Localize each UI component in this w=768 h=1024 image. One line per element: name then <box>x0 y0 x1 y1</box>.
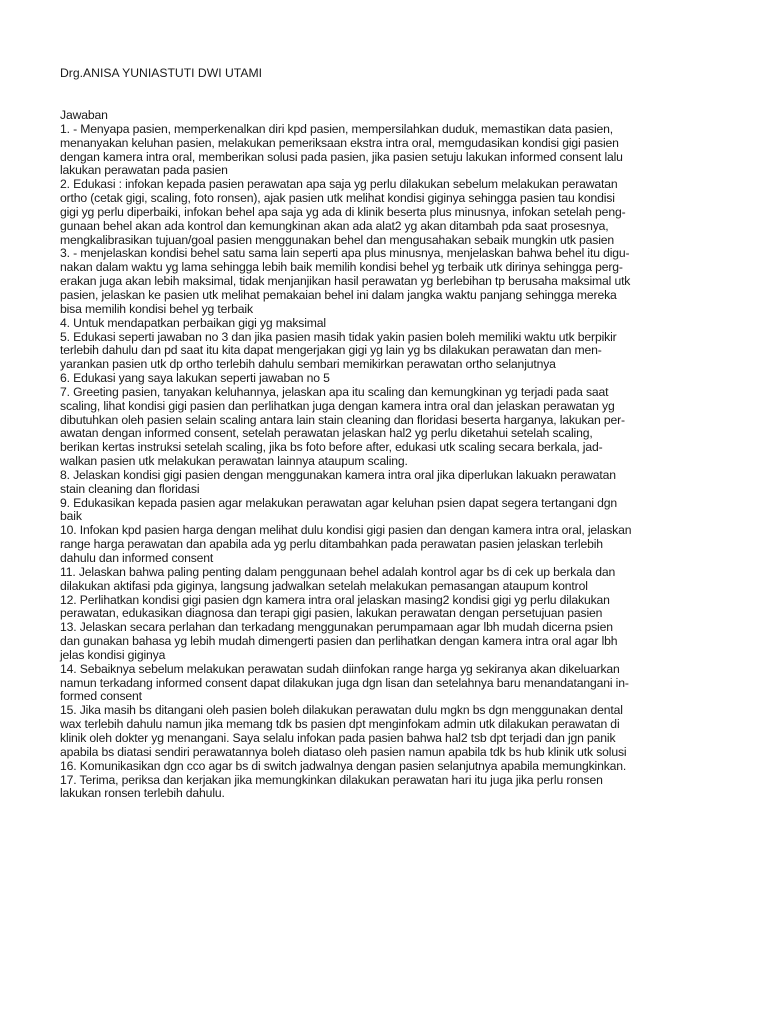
answer-line: lakukan perawatan pada pasien <box>60 163 228 178</box>
answer-line: lakukan ronsen terlebih dahulu. <box>60 786 225 801</box>
answer-line: mengkalibrasikan tujuan/goal pasien menggunakan behel dan mengusahakan sebaik mungkin utk pasien <box>60 232 615 247</box>
answer-line: 3. - menjelaskan kondisi behel satu sama lain seperti apa plus minusnya, menjelaskan bahwa behel itu digu- <box>60 246 630 261</box>
answer-line: berikan kertas instruksi setelah scaling, jika bs foto before after, edukasi utk scaling secara berkala, jad- <box>60 440 603 455</box>
answer-line: dahulu dan informed consent <box>60 551 214 565</box>
answer-line: erakan juga akan lebih maksimal, tidak menjanjikan hasil perawatan yg berlebihan tp berusaha maksimal utk <box>60 274 631 289</box>
answer-line: 4. Untuk mendapatkan perbaikan gigi yg maksimal <box>60 315 326 330</box>
answer-line: 8. Jelaskan kondisi gigi pasien dengan menggunakan kamera intra oral jika diperlukan lakuakn perawatan <box>60 467 616 482</box>
answer-body <box>60 109 710 801</box>
answer-line: gunaan behel akan ada kontrol dan kemungkinan akan ada alat2 yg akan ditambah pda saat prosesnya, <box>60 218 609 233</box>
answer-line: 7. Greeting pasien, tanyakan keluhannya, jelaskan apa itu scaling dan kemungkinan yg terjadi pada saat <box>60 384 609 399</box>
answer-line: 11. Jelaskan bahwa paling penting dalam penggunaan behel adalah kontrol agar bs di cek up berkala dan <box>60 564 616 579</box>
answer-line: 2. Edukasi : infokan kepada pasien perawatan apa saja yg perlu dilakukan sebelum melakukan perawatan <box>60 177 618 192</box>
answer-line: 13. Jelaskan secara perlahan dan terkadang menggunakan perumpamaan agar lbh mudah dicerna psien <box>60 620 613 635</box>
answer-line: dan gunakan bahasa yg lebih mudah dimengerti pasien dan perlihatkan dengan kamera intra oral agar lbh <box>60 634 618 649</box>
answer-line: menanyakan keluhan pasien, melakukan pemeriksaan ekstra intra oral, memgudasikan kondisi gigi pasien <box>60 135 619 150</box>
answer-line: namun terkadang informed consent dapat dilakukan juga dgn lisan dan setelahnya baru menandatangani in- <box>60 675 629 690</box>
answer-line: nakan dalam waktu yg lama sehingga lebih baik memilih kondisi behel yg terbaik utk dirinya sehingga perg- <box>60 260 623 275</box>
author-name: Drg.ANISA YUNIASTUTI DWI UTAMI <box>60 66 263 80</box>
answer-line: 1. - Menyapa pasien, memperkenalkan diri kpd pasien, mempersilahkan duduk, memastikan data pasien, <box>60 121 614 136</box>
answer-line: 10. Infokan kpd pasien harga dengan melihat dulu kondisi gigi pasien dan dengan kamera intra oral, jelaskan <box>60 523 632 538</box>
answer-line: pasien, jelaskan ke pasien utk melihat pemakaian behel ini dalam jangka waktu panjang sehingga mereka <box>60 287 617 302</box>
answer-line: range harga perawatan dan apabila ada yg perlu ditambahkan pada perawatan pasien jelaskan terlebih <box>60 537 603 552</box>
answer-line: stain cleaning dan floridasi <box>60 481 200 496</box>
answer-line: 15. Jika masih bs ditangani oleh pasien boleh dilakukan perawatan dulu mgkn bs dgn menggunakan dental <box>60 703 623 718</box>
answer-line: dibutuhkan oleh pasien selain scaling antara lain stain cleaning dan floridasi beserta harganya, lakukan per- <box>60 412 625 427</box>
answer-line: 5. Edukasi seperti jawaban no 3 dan jika pasien masih tidak yakin pasien boleh memiliki waktu utk berpikir <box>60 329 617 344</box>
answer-line: 17. Terima, periksa dan kerjakan jika memungkinkan dilakukan perawatan hari itu juga jika perlu ronsen <box>60 772 603 787</box>
answer-line: awatan dengan informed consent, setelah perawatan jelaskan hal2 yg perlu diketahui setelah scaling, <box>60 426 593 441</box>
answer-line: perawatan, edukasikan diagnosa dan terapi gigi pasien, lakukan perawatan dengan persetujuan pasien <box>60 606 603 621</box>
answer-line: 6. Edukasi yang saya lakukan seperti jawaban no 5 <box>60 371 330 386</box>
answer-line: 9. Edukasikan kepada pasien agar melakukan perawatan agar keluhan psien dapat segera tertangani dgn <box>60 495 618 510</box>
answer-line: gigi yg perlu diperbaiki, infokan behel apa saja yg ada di klinik beserta plus minusnya, infokan setelah peng- <box>60 204 626 219</box>
answer-line: jelas kondisi giginya <box>60 647 166 662</box>
answer-line: bisa memilih kondisi behel yg terbaik <box>60 301 253 316</box>
answer-line: 14. Sebaiknya sebelum melakukan perawatan sudah diinfokan range harga yg sekiranya akan dikeluarkan <box>60 661 620 676</box>
answer-line: baik <box>60 509 82 524</box>
answer-line: scaling, lihat kondisi gigi pasien dan perlihatkan juga dengan kamera intra oral dan jelaskan perawatan yg <box>60 398 615 413</box>
answer-line: formed consent <box>60 689 142 704</box>
answer-heading: Jawaban <box>60 108 108 122</box>
answer-line: 12. Perlihatkan kondisi gigi pasien dgn kamera intra oral jelaskan masing2 kondisi gigi yg perlu dilakukan <box>60 592 610 607</box>
answer-line: ortho (cetak gigi, scaling, foto ronsen), ajak pasien utk melihat kondisi giginya sehingga pasien tau kondisi <box>60 191 615 206</box>
answer-line: klinik oleh dokter yg menangani. Saya selalu infokan pada pasien bahwa hal2 tsb dpt terjadi dan jgn panik <box>60 730 616 745</box>
document-page <box>60 66 710 801</box>
answer-line: 16. Komunikasikan dgn cco agar bs di switch jadwalnya dengan pasien selanjutnya apabila memungkinkan. <box>60 758 627 773</box>
answer-line: apabila bs diatasi sendiri perawatannya boleh diataso oleh pasien namun apabila tdk bs hub klinik utk solusi <box>60 744 627 759</box>
answer-line: wax terlebih dahulu namun jika memang tdk bs pasien dpt menginfokam admin utk dilakukan perawatan di <box>60 717 620 732</box>
answer-line: dilakukan aktifasi pda giginya, langsung jadwalkan setelah melakukan pemasangan ataupum kontrol <box>60 578 588 593</box>
answer-line: terlebih dahulu dan pd saat itu kita dapat mengerjakan gigi yg lain yg bs dilakukan perawatan dan men- <box>60 343 602 358</box>
answer-line: yarankan pasien utk dp ortho terlebih dahulu sembari memikirkan perawatan ortho selanjutnya <box>60 357 556 372</box>
answer-line: walkan pasien utk melakukan perawatan lainnya ataupum scaling. <box>60 454 408 469</box>
answer-line: dengan kamera intra oral, memberikan solusi pada pasien, jika pasien setuju lakukan informed consent lalu <box>60 149 623 164</box>
